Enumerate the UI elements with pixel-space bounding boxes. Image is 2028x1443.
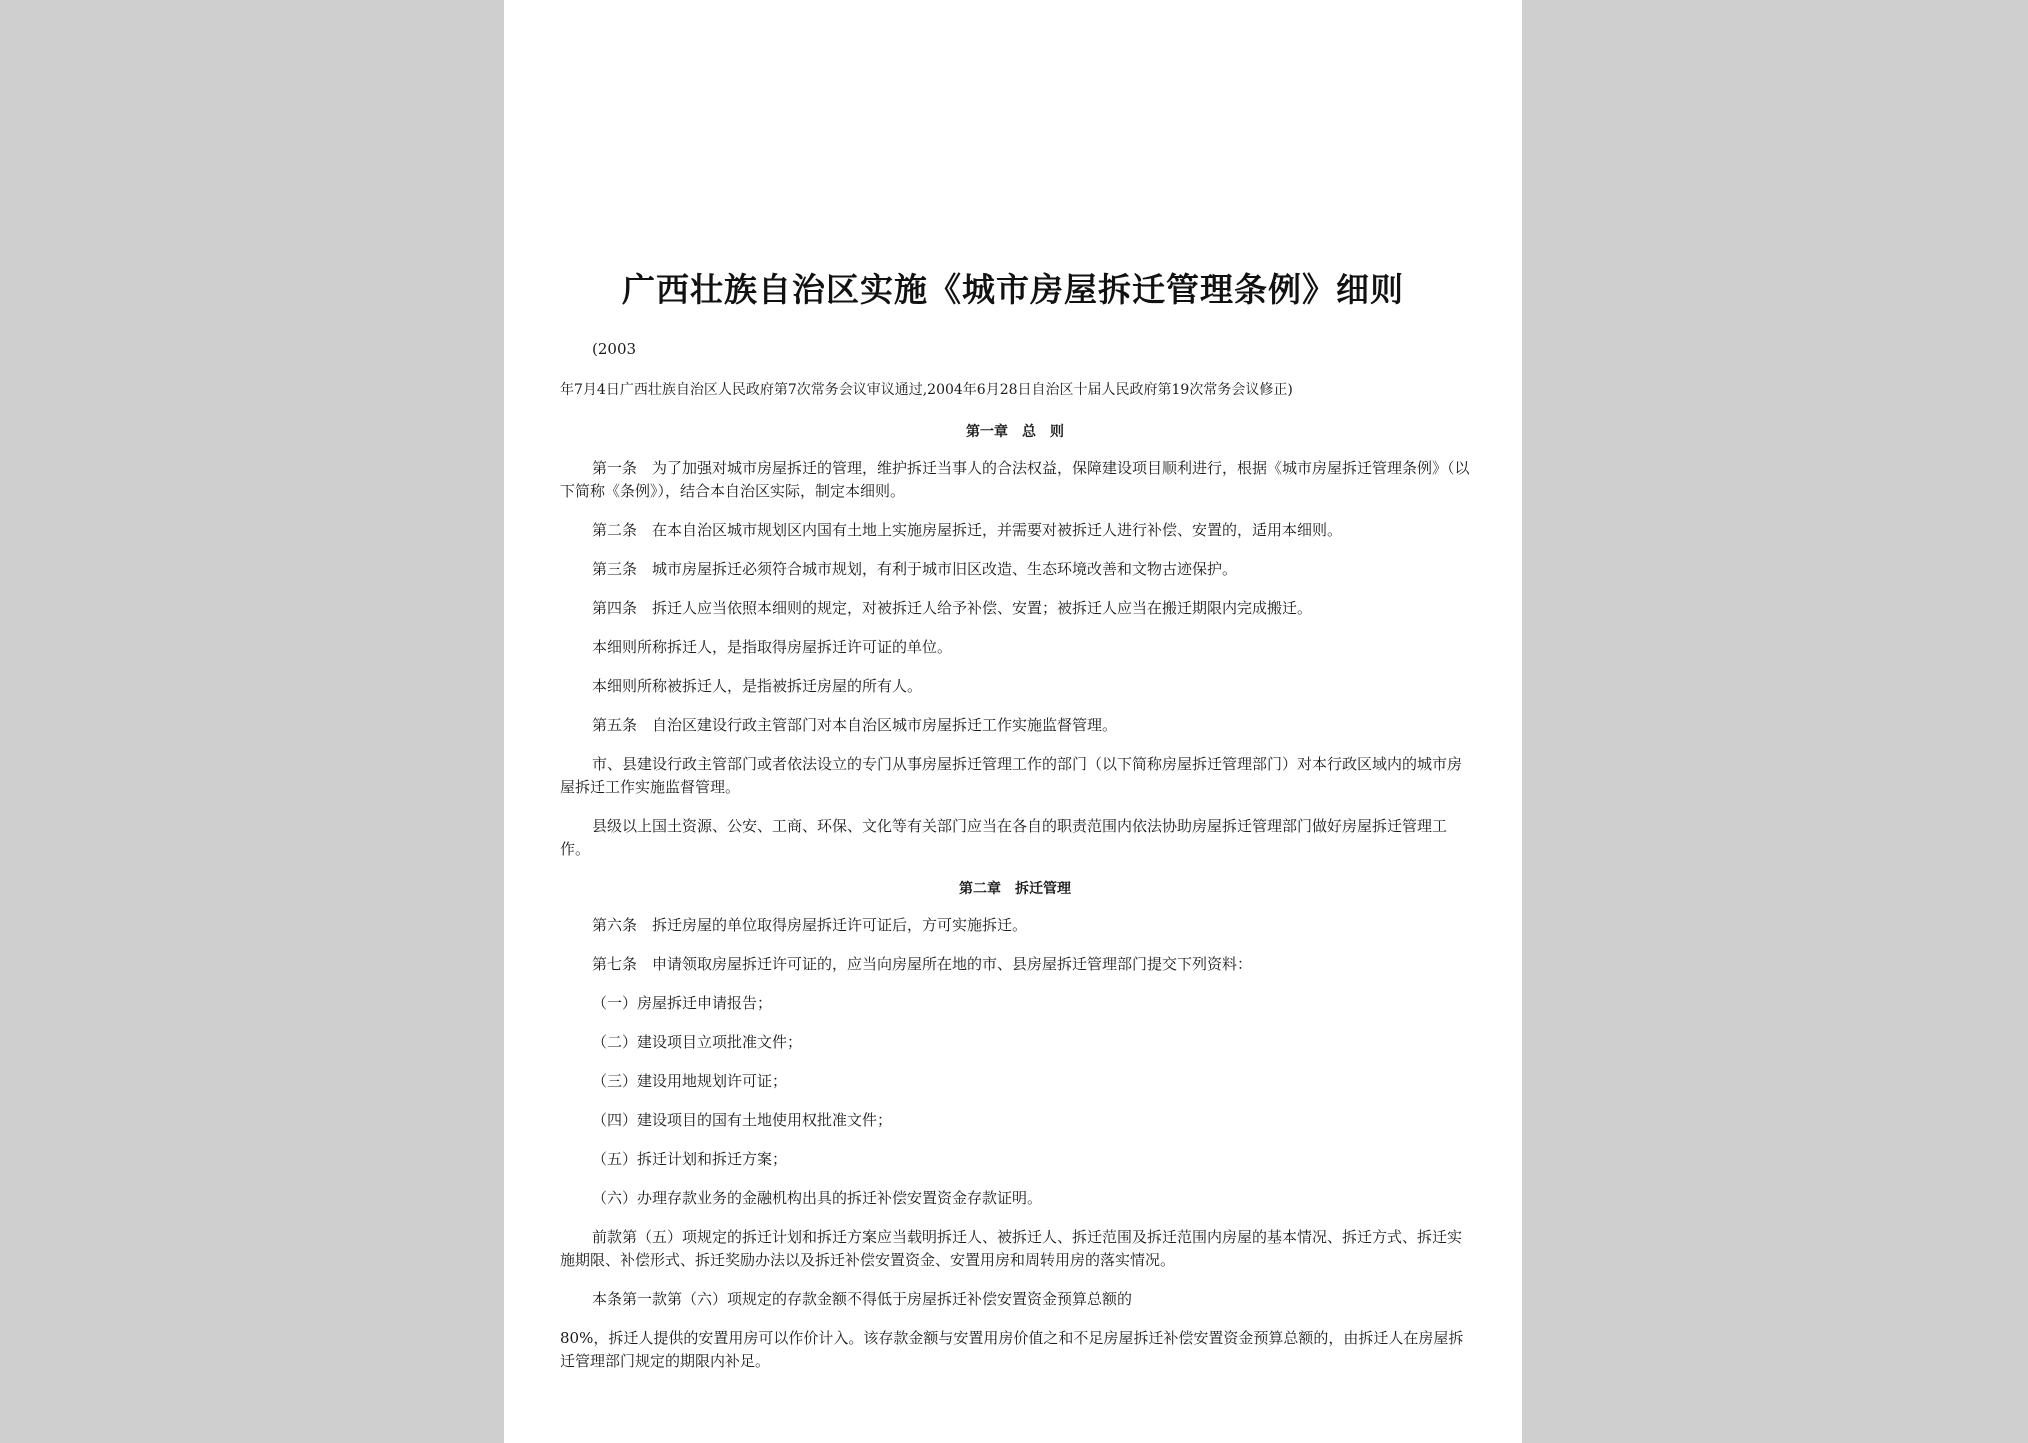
list-item-5: （五）拆迁计划和拆迁方案； bbox=[592, 1150, 788, 1168]
article-2: 第二条 在本自治区城市规划区内国有土地上实施房屋拆迁，并需要对被拆迁人进行补偿、安置的，适用本细则。 bbox=[592, 521, 1343, 539]
article-7: 第七条 申请领取房屋拆迁许可证的，应当向房屋所在地的市、县房屋拆迁管理部门提交下列资料： bbox=[592, 955, 1253, 973]
paragraph-departments-assist: 县级以上国土资源、公安、工商、环保、文化等有关部门应当在各自的职责范围内依法协助房屋拆迁管理部门做好房屋拆迁管理工作。 bbox=[560, 817, 1448, 858]
paragraph-plan-contents: 前款第（五）项规定的拆迁计划和拆迁方案应当载明拆迁人、被拆迁人、拆迁范围及拆迁范围内房屋的基本情况、拆迁方式、拆迁实施期限、补偿形式、拆迁奖励办法以及拆迁补偿安置资金、安置用房和周转用房的落实情况。 bbox=[560, 1228, 1463, 1269]
chapter-heading-1: 第一章 总 则 bbox=[966, 424, 1064, 440]
document-page bbox=[504, 0, 1522, 1443]
article-4: 第四条 拆迁人应当依照本细则的规定，对被拆迁人给予补偿、安置；被拆迁人应当在搬迁期限内完成搬迁。 bbox=[592, 599, 1313, 617]
article-6: 第六条 拆迁房屋的单位取得房屋拆迁许可证后，方可实施拆迁。 bbox=[592, 916, 1028, 934]
list-item-6: （六）办理存款业务的金融机构出具的拆迁补偿安置资金存款证明。 bbox=[592, 1189, 1043, 1207]
paragraph-demolished-definition: 本细则所称被拆迁人，是指被拆迁房屋的所有人。 bbox=[592, 677, 923, 695]
article-5: 第五条 自治区建设行政主管部门对本自治区城市房屋拆迁工作实施监督管理。 bbox=[592, 716, 1118, 734]
intro-line-1: (2003 bbox=[592, 340, 637, 358]
list-item-3: （三）建设用地规划许可证； bbox=[592, 1072, 788, 1090]
list-item-2: （二）建设项目立项批准文件； bbox=[592, 1033, 803, 1051]
article-3: 第三条 城市房屋拆迁必须符合城市规划，有利于城市旧区改造、生态环境改善和文物古迹保护。 bbox=[592, 560, 1238, 578]
paragraph-deposit-amount: 本条第一款第（六）项规定的存款金额不得低于房屋拆迁补偿安置资金预算总额的 bbox=[592, 1290, 1133, 1308]
chapter-heading-2: 第二章 拆迁管理 bbox=[959, 881, 1071, 897]
paragraph-demolisher-definition: 本细则所称拆迁人，是指取得房屋拆迁许可证的单位。 bbox=[592, 638, 953, 656]
list-item-4: （四）建设项目的国有土地使用权批准文件； bbox=[592, 1111, 893, 1129]
paragraph-local-supervision: 市、县建设行政主管部门或者依法设立的专门从事房屋拆迁管理工作的部门（以下简称房屋拆迁管理部门）对本行政区域内的城市房屋拆迁工作实施监督管理。 bbox=[560, 755, 1463, 796]
list-item-1: （一）房屋拆迁申请报告； bbox=[592, 994, 773, 1012]
document-title: 广西壮族自治区实施《城市房屋拆迁管理条例》细则 bbox=[622, 270, 1404, 309]
paragraph-deposit-continuation: 80%，拆迁人提供的安置用房可以作价计入。该存款金额与安置用房价值之和不足房屋拆迁补偿安置资金预算总额的，由拆迁人在房屋拆迁管理部门规定的期限内补足。 bbox=[560, 1329, 1464, 1370]
article-1: 第一条 为了加强对城市房屋拆迁的管理，维护拆迁当事人的合法权益，保障建设项目顺利进行，根据《城市房屋拆迁管理条例》（以下简称《条例》），结合本自治区实际，制定本细则。 bbox=[560, 459, 1470, 500]
intro-line-2: 年7月4日广西壮族自治区人民政府第7次常务会议审议通过,2004年6月28日自治区十届人民政府第19次常务会议修正) bbox=[560, 382, 1293, 398]
